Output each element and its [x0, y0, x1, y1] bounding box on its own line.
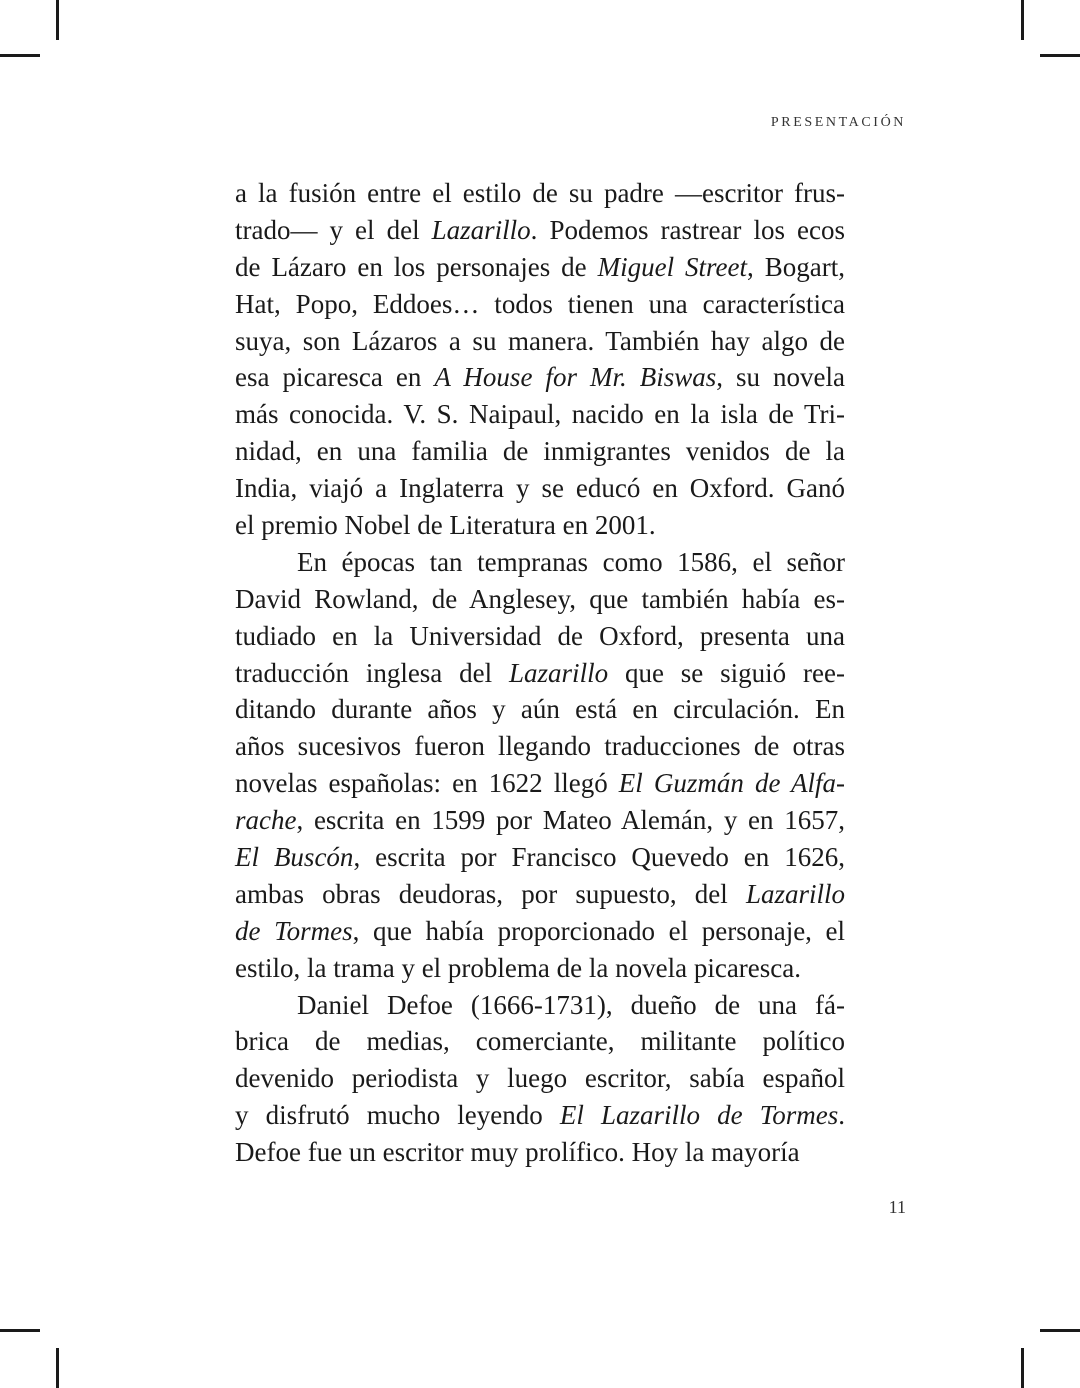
italic-title: El Guzmán de Alfa- [618, 768, 846, 799]
text-line [235, 691, 845, 728]
text-run: Hat, Popo, Eddoes… todos tienen una característica [235, 288, 845, 319]
crop-mark-top-left-horizontal [0, 54, 40, 57]
text-run: tudiado en la Universidad de Oxford, presenta una [235, 620, 845, 651]
paragraph [235, 544, 845, 987]
text-run: suya, son Lázaros a su manera. También hay algo de [235, 325, 845, 356]
text-line [235, 175, 845, 212]
text-run: traducción inglesa del [235, 657, 510, 688]
text-run: años sucesivos fueron llegando traducciones de otras [235, 731, 845, 762]
text-run: brica de medias, comerciante, militante político [235, 1026, 845, 1057]
text-line [235, 987, 845, 1024]
text-line [235, 839, 845, 876]
text-run: , su novela [716, 362, 845, 393]
text-line [235, 433, 845, 470]
crop-mark-top-right-horizontal [1040, 54, 1080, 57]
text-line [235, 286, 845, 323]
text-run: ditando durante años y aún está en circulación. En [235, 694, 845, 725]
paragraph [235, 987, 845, 1171]
text-line [235, 470, 845, 507]
body-text [235, 175, 845, 1171]
italic-title: Lazarillo [745, 878, 845, 909]
italic-title: rache [235, 805, 297, 836]
text-line [235, 1134, 845, 1171]
text-run: devenido periodista y luego escritor, sabía español [235, 1063, 845, 1094]
text-line [235, 618, 845, 655]
text-line [235, 1097, 845, 1134]
text-run: y disfrutó mucho leyendo [235, 1100, 560, 1131]
text-run: Defoe fue un escritor muy prolífico. Hoy la mayoría [235, 1137, 800, 1168]
crop-mark-bottom-right-vertical [1021, 1348, 1024, 1388]
crop-mark-top-left-vertical [56, 0, 59, 40]
running-head: PRESENTACIÓN [770, 115, 906, 130]
text-line [235, 728, 845, 765]
text-line [235, 950, 845, 987]
text-run: de Lázaro en los personajes de [235, 251, 598, 282]
text-line [235, 1060, 845, 1097]
text-run: trado— y el del [235, 214, 432, 245]
italic-title: El Buscón [235, 842, 354, 873]
text-line [235, 876, 845, 913]
text-run: , escrita por Francisco Quevedo en 1626, [353, 842, 845, 873]
text-run: el premio Nobel de Literatura en 2001. [235, 510, 656, 541]
text-line [235, 913, 845, 950]
italic-title: Lazarillo [431, 214, 531, 245]
text-line [235, 212, 845, 249]
text-line [235, 396, 845, 433]
text-run: David Rowland, de Anglesey, que también había es- [235, 583, 845, 614]
text-line [235, 507, 845, 544]
text-line [235, 544, 845, 581]
text-run: En épocas tan tempranas como 1586, el señor [297, 546, 845, 577]
italic-title: Miguel Street [597, 251, 748, 282]
text-run: esa picaresca en [235, 362, 435, 393]
text-line [235, 359, 845, 396]
italic-title: de Tormes [235, 915, 353, 946]
text-run: India, viajó a Inglaterra y se educó en Oxford. Ganó [235, 473, 845, 504]
text-line [235, 249, 845, 286]
page-number: 11 [888, 1197, 906, 1217]
text-run: nidad, en una familia de inmigrantes venidos de la [235, 436, 845, 467]
text-run: a la fusión entre el estilo de su padre —escritor frus- [235, 178, 845, 208]
italic-title: El Lazarillo de Tormes [559, 1100, 839, 1131]
text-line [235, 802, 845, 839]
text-run: ambas obras deudoras, por supuesto, del [235, 878, 746, 909]
text-run: que se siguió ree- [608, 657, 845, 688]
crop-mark-top-right-vertical [1021, 0, 1024, 40]
text-run: . [838, 1100, 845, 1131]
text-line [235, 655, 845, 692]
text-run: estilo, la trama y el problema de la novela picaresca. [235, 952, 801, 983]
italic-title: A House for Mr. Biswas [434, 362, 717, 393]
text-run: novelas españolas: en 1622 llegó [235, 768, 619, 799]
text-line [235, 1023, 845, 1060]
crop-mark-bottom-left-vertical [56, 1348, 59, 1388]
crop-mark-bottom-left-horizontal [0, 1329, 40, 1332]
text-run: más conocida. V. S. Naipaul, nacido en la isla de Tri- [235, 399, 845, 430]
text-line [235, 581, 845, 618]
text-run: , Bogart, [747, 251, 845, 282]
text-run: , que había proporcionado el personaje, el [352, 915, 846, 946]
text-run: , escrita en 1599 por Mateo Alemán, y en 1657, [296, 805, 845, 836]
text-run: . Podemos rastrear los ecos [530, 214, 845, 245]
text-run: Daniel Defoe (1666-1731), dueño de una fá- [297, 989, 845, 1020]
crop-mark-bottom-right-horizontal [1040, 1329, 1080, 1332]
text-line [235, 765, 845, 802]
italic-title: Lazarillo [509, 657, 609, 688]
text-line [235, 323, 845, 360]
paragraph [235, 175, 845, 544]
